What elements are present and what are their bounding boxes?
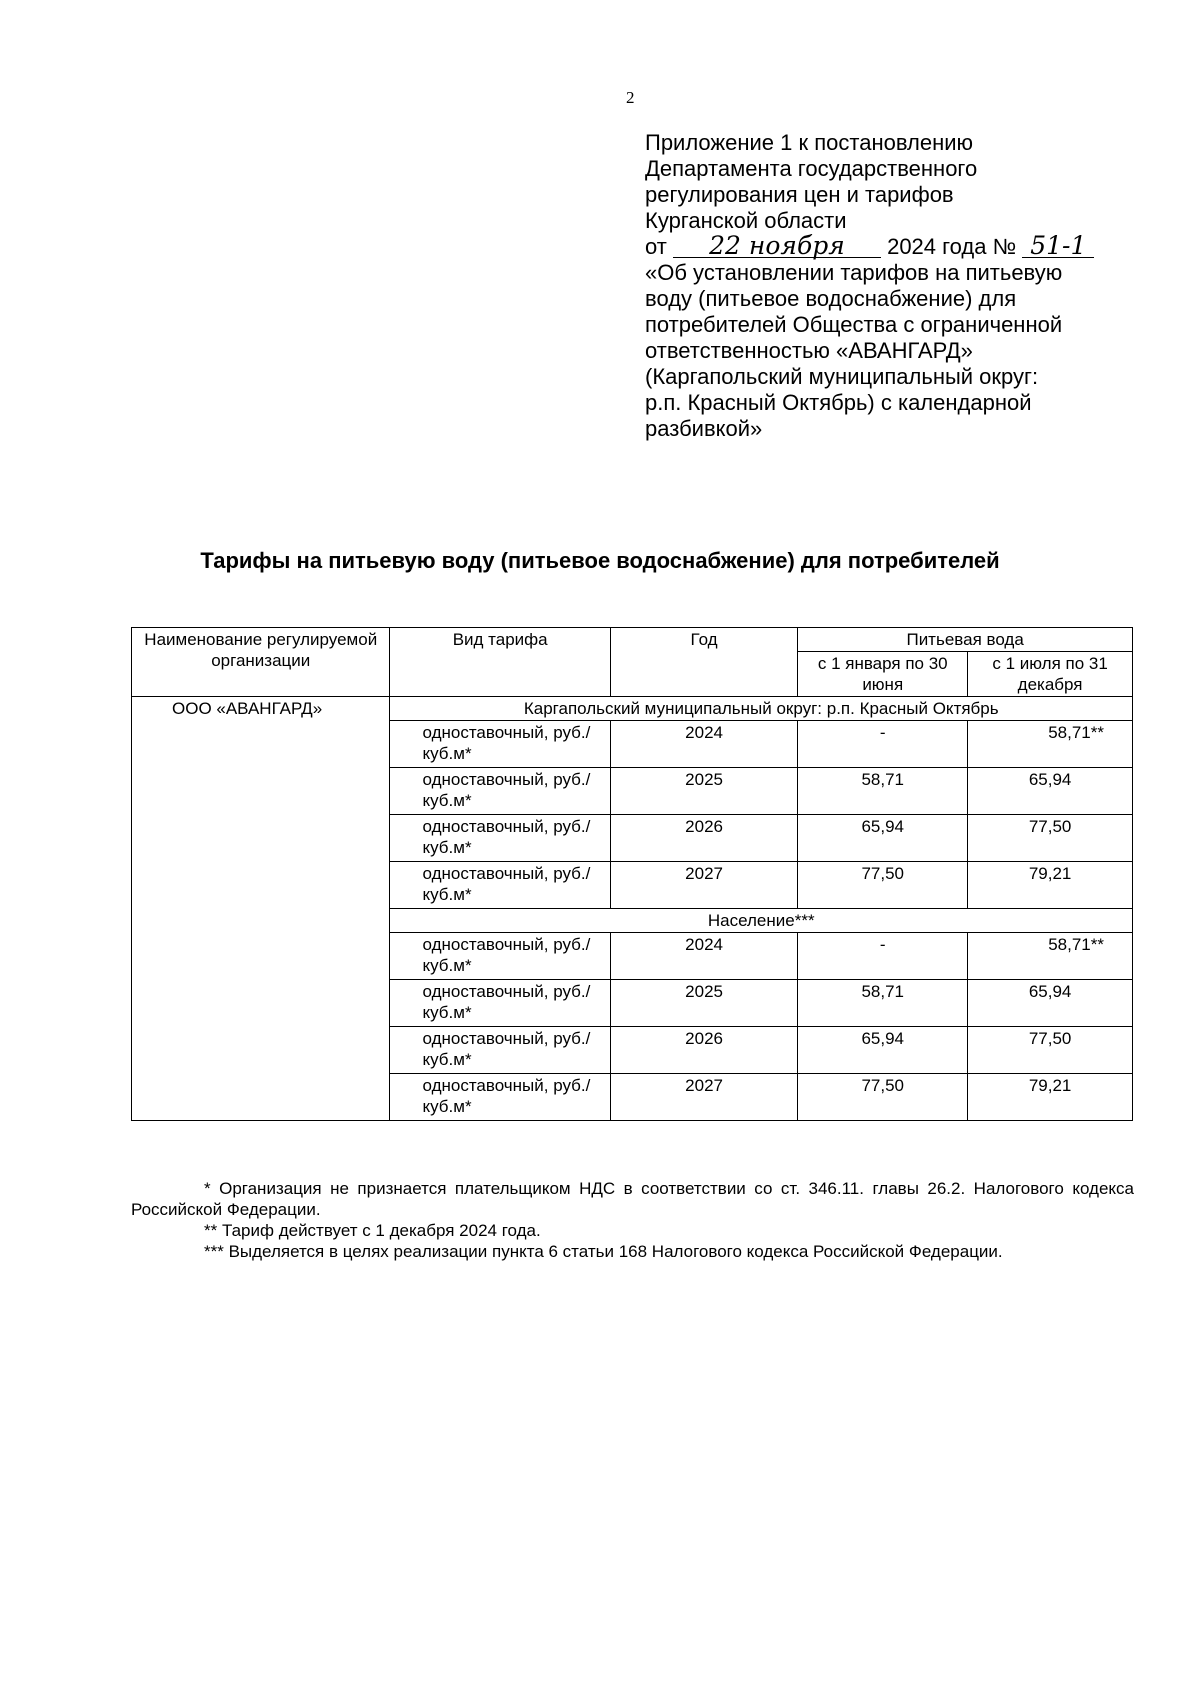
appendix-line: Департамента государственного bbox=[645, 156, 978, 181]
section-label: Население*** bbox=[390, 909, 1133, 933]
tariffs-table bbox=[131, 627, 1133, 1121]
period-1-value: 77,50 bbox=[798, 1074, 968, 1121]
period-2-value: 65,94 bbox=[968, 980, 1133, 1027]
organization-cell: ООО «АВАНГАРД» bbox=[132, 697, 390, 1121]
tariff-type: одноставочный, руб./куб.м* bbox=[390, 980, 610, 1027]
footnotes bbox=[131, 1178, 1134, 1262]
section-row bbox=[132, 697, 1133, 721]
header-period-2: с 1 июля по 31 декабря bbox=[968, 652, 1133, 697]
year-cell: 2026 bbox=[610, 815, 797, 862]
period-2-value: 58,71** bbox=[968, 933, 1133, 980]
header-year: Год bbox=[610, 628, 797, 697]
period-1-value: 77,50 bbox=[798, 862, 968, 909]
year-cell: 2024 bbox=[610, 721, 797, 768]
footnote: *** Выделяется в целях реализации пункта 6 статьи 168 Налогового кодекса Российской Федерации. bbox=[204, 1242, 1003, 1261]
year-cell: 2027 bbox=[610, 862, 797, 909]
footnote: ** Тариф действует с 1 декабря 2024 года. bbox=[204, 1221, 541, 1240]
tariff-type: одноставочный, руб./куб.м* bbox=[390, 721, 610, 768]
subject-line: (Каргапольский муниципальный округ: bbox=[645, 364, 1039, 389]
header-type: Вид тарифа bbox=[390, 628, 610, 697]
period-2-value: 79,21 bbox=[968, 862, 1133, 909]
tariff-type: одноставочный, руб./куб.м* bbox=[390, 933, 610, 980]
appendix-line: Приложение 1 к постановлению bbox=[645, 130, 974, 155]
appendix-line: Курганской области bbox=[645, 208, 847, 233]
table-header-row bbox=[132, 628, 1133, 652]
subject-line: ответственностью «АВАНГАРД» bbox=[645, 338, 973, 363]
tariff-type: одноставочный, руб./куб.м* bbox=[390, 1074, 610, 1121]
date-year: 2024 года № bbox=[887, 234, 1017, 259]
tariff-type: одноставочный, руб./куб.м* bbox=[390, 815, 610, 862]
page-number: 2 bbox=[626, 88, 635, 107]
section-label: Каргапольский муниципальный округ: р.п. Красный Октябрь bbox=[390, 697, 1133, 721]
subject-line: р.п. Красный Октябрь) с календарной bbox=[645, 390, 1032, 415]
header-period-1: с 1 января по 30 июня bbox=[798, 652, 968, 697]
period-2-value: 79,21 bbox=[968, 1074, 1133, 1121]
period-1-value: 58,71 bbox=[798, 980, 968, 1027]
date-prefix: от bbox=[645, 234, 667, 259]
tariff-type: одноставочный, руб./куб.м* bbox=[390, 1027, 610, 1074]
period-2-value: 77,50 bbox=[968, 1027, 1133, 1074]
appendix-date-line bbox=[645, 231, 1125, 260]
footnote: * Организация не признается плательщиком НДС в соответствии со ст. 346.11. главы 26.2. Налогового кодекса Российской Федерации. bbox=[131, 1179, 1134, 1219]
period-1-value: 65,94 bbox=[798, 1027, 968, 1074]
period-2-value: 65,94 bbox=[968, 768, 1133, 815]
period-2-value: 58,71** bbox=[968, 721, 1133, 768]
handwritten-number: 51-1 bbox=[1022, 235, 1094, 258]
year-cell: 2025 bbox=[610, 768, 797, 815]
header-org: Наименование регулируемой организации bbox=[132, 628, 390, 697]
year-cell: 2027 bbox=[610, 1074, 797, 1121]
tariff-type: одноставочный, руб./куб.м* bbox=[390, 768, 610, 815]
year-cell: 2025 bbox=[610, 980, 797, 1027]
period-2-value: 77,50 bbox=[968, 815, 1133, 862]
subject-line: разбивкой» bbox=[645, 416, 763, 441]
subject-line: воду (питьевое водоснабжение) для bbox=[645, 286, 1017, 311]
year-cell: 2024 bbox=[610, 933, 797, 980]
period-1-value: 58,71 bbox=[798, 768, 968, 815]
period-1-value: 65,94 bbox=[798, 815, 968, 862]
header-water: Питьевая вода bbox=[798, 628, 1133, 652]
period-1-value: - bbox=[798, 721, 968, 768]
subject-line: потребителей Общества с ограниченной bbox=[645, 312, 1063, 337]
appendix-header bbox=[645, 130, 1125, 442]
handwritten-date: 22 ноября bbox=[673, 235, 881, 258]
tariff-type: одноставочный, руб./куб.м* bbox=[390, 862, 610, 909]
subject-line: «Об установлении тарифов на питьевую bbox=[645, 260, 1063, 285]
appendix-line: регулирования цен и тарифов bbox=[645, 182, 954, 207]
year-cell: 2026 bbox=[610, 1027, 797, 1074]
period-1-value: - bbox=[798, 933, 968, 980]
document-title: Тарифы на питьевую воду (питьевое водоснабжение) для потребителей bbox=[200, 548, 1000, 573]
